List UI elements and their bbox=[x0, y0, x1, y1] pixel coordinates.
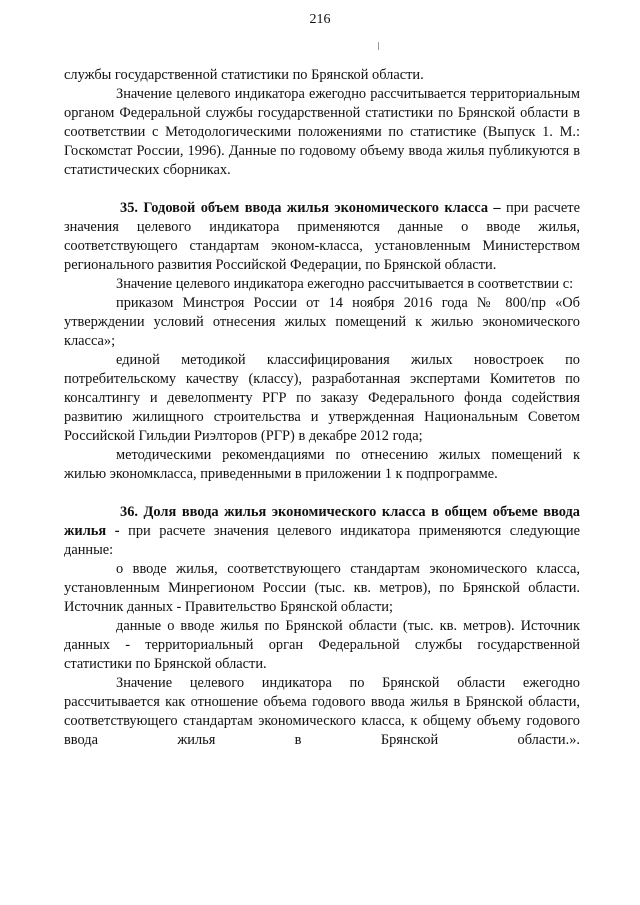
section-36-heading: 36. Доля ввода жилья экономического класса в общем объеме ввода жилья - bbox=[64, 504, 580, 539]
section-36-intro bbox=[64, 503, 580, 560]
section-36-data-1: о вводе жилья, соответствующего стандартам экономического класса, установленным Минрегионом России (тыс. кв. метров), по Брянской области. Источник данных - Правительство Брянской области; bbox=[64, 561, 580, 615]
section-35-order: приказом Минстроя России от 14 ноября 2016 года № 800/пр «Об утверждении условий отнесения жилых помещений к жилью экономического класса»; bbox=[64, 295, 580, 349]
section-35-calc: Значение целевого индикатора ежегодно рассчитывается в соответствии с: bbox=[116, 276, 574, 292]
section-35-recommendations: методическими рекомендациями по отнесению жилых помещений к жилью экономкласса, приведенными в приложении 1 к подпрограмме. bbox=[64, 447, 580, 482]
section-35-methodology: единой методикой классифицирования жилых новостроек по потребительскому качеству (классу), разработанная экспертами Комитетов по консалтингу и девелопменту РГР по заказу Федерального фонда содействия развитию жилищного строительства и утвержденная Национальным Советом Российской Гильдии Риэлторов (РГР) в декабре 2012 года; bbox=[64, 352, 580, 444]
section-35-text: при расчете значения целевого индикатора применяются данные о вводе жилья, соответствующего стандартам эконом-класса, установленным Министерством регионального развития Российской Федерации, по Брянской области. bbox=[64, 200, 580, 273]
page-number: 216 bbox=[309, 12, 331, 27]
section-36-calc: Значение целевого индикатора по Брянской области ежегодно рассчитывается как отношение объема годового ввода жилья в Брянской области, соответствующего стандартам экономического класса, к общему объему годового ввода жилья в Брянской области.». bbox=[64, 675, 580, 748]
section-35-heading: 35. Годовой объем ввода жилья экономического класса – bbox=[120, 200, 501, 216]
section-35-intro bbox=[64, 199, 580, 275]
section-36-text: при расчете значения целевого индикатора применяются следующие данные: bbox=[64, 523, 580, 558]
paragraph-indicator-calc: Значение целевого индикатора ежегодно рассчитывается территориальным органом Федеральной службы государственной статистики по Брянской области в соответствии с Методологическими положениями по статистике (Выпуск 1. М.: Госкомстат России, 1996). Данные по годовому объему ввода жилья публикуются в статистических сборниках. bbox=[64, 86, 580, 178]
section-gap bbox=[64, 484, 580, 503]
document-body bbox=[64, 66, 580, 750]
section-gap bbox=[64, 180, 580, 199]
scan-mark bbox=[378, 42, 379, 50]
section-36-data-2: данные о вводе жилья по Брянской области (тыс. кв. метров). Источник данных - территориальный орган Федеральной службы государственной статистики по Брянской области. bbox=[64, 618, 580, 672]
paragraph-continuation: службы государственной статистики по Брянской области. bbox=[64, 67, 424, 83]
